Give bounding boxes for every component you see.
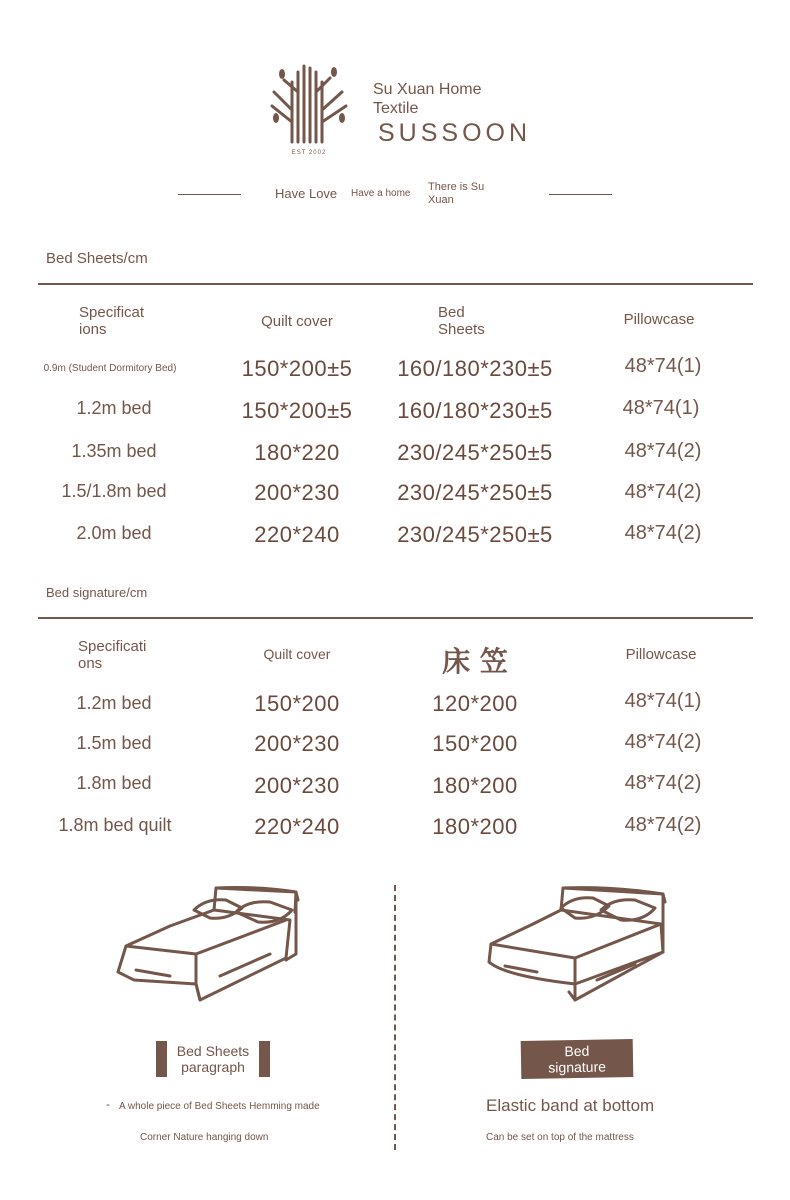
signature-header-quilt: Quilt cover xyxy=(263,646,331,662)
sheets-row-2-pillow: 48*74(1) xyxy=(622,397,700,419)
brand-est: EST 2002 xyxy=(291,150,327,156)
signature-row-3-quilt: 200*230 xyxy=(254,773,340,798)
slogan-2: Have a home xyxy=(351,188,411,199)
sheets-row-4-spec: 1.5/1.8m bed xyxy=(61,481,167,501)
left-caption-1: A whole piece of Bed Sheets Hemming made xyxy=(119,1101,320,1112)
brand-name: SUSSOON xyxy=(378,119,532,147)
sheets-row-3-spec: 1.35m bed xyxy=(71,441,157,461)
sheets-row-3-quilt: 180*220 xyxy=(254,440,340,465)
right-headline: Elastic band at bottom xyxy=(486,1096,655,1115)
signature-row-3-spec: 1.8m bed xyxy=(76,773,152,793)
fitted-sheet-bed-illustration xyxy=(485,880,670,1005)
brand-tagline: Su Xuan Home Textile xyxy=(373,81,482,117)
sheets-row-4-quilt: 200*230 xyxy=(254,480,340,505)
signature-header-pillow: Pillowcase xyxy=(625,646,697,663)
sheets-row-3-pillow: 48*74(2) xyxy=(624,440,702,462)
left-tag-label: Bed Sheets paragraph xyxy=(176,1043,250,1075)
signature-row-2-spec: 1.5m bed xyxy=(76,733,152,753)
sheets-title: Bed Sheets/cm xyxy=(46,250,148,267)
slogan-rule-left xyxy=(178,194,241,195)
sheets-row-1-quilt: 150*200±5 xyxy=(241,356,353,381)
signature-rule xyxy=(38,617,753,619)
right-tag-box xyxy=(521,1039,634,1079)
brand-logo-tree xyxy=(268,62,350,160)
sheets-header-pillow: Pillowcase xyxy=(623,311,695,328)
signature-row-3-pillow: 48*74(2) xyxy=(624,772,702,794)
sheets-header-sheets: Bed Sheets xyxy=(438,304,485,338)
sheets-row-2-sheets: 160/180*230±5 xyxy=(397,398,553,423)
sheets-row-1-spec: 0.9m (Student Dormitory Bed) xyxy=(43,363,177,374)
sheets-row-5-quilt: 220*240 xyxy=(254,522,340,547)
signature-row-3-fitted: 180*200 xyxy=(432,773,518,798)
sheets-rule xyxy=(38,283,753,285)
signature-row-4-pillow: 48*74(2) xyxy=(624,814,702,836)
slogan-1: Have Love xyxy=(275,186,338,201)
signature-header-fitted: 床 笠 xyxy=(442,645,508,678)
sheets-row-3-sheets: 230/245*250±5 xyxy=(397,440,553,465)
right-caption-1: Can be set on top of the mattress xyxy=(486,1132,634,1143)
panel-divider xyxy=(394,885,396,1150)
sheets-row-4-pillow: 48*74(2) xyxy=(624,481,702,503)
sheets-row-5-spec: 2.0m bed xyxy=(76,523,152,543)
signature-row-1-spec: 1.2m bed xyxy=(76,693,152,713)
sheets-row-5-pillow: 48*74(2) xyxy=(624,522,702,544)
slogan-rule-right xyxy=(549,194,612,195)
signature-row-1-quilt: 150*200 xyxy=(254,691,340,716)
slogan-3: There is Su Xuan xyxy=(428,181,485,206)
signature-row-4-quilt: 220*240 xyxy=(254,814,340,839)
sheets-row-4-sheets: 230/245*250±5 xyxy=(397,480,553,505)
sheets-row-1-pillow: 48*74(1) xyxy=(624,355,702,377)
left-tag-bar-left xyxy=(156,1041,167,1077)
flat-sheet-bed-illustration xyxy=(110,880,305,1005)
sheets-row-1-sheets: 160/180*230±5 xyxy=(397,356,553,381)
signature-row-2-pillow: 48*74(2) xyxy=(624,731,702,753)
signature-row-4-spec: 1.8m bed quilt xyxy=(58,815,172,835)
right-tag-label: Bed signature xyxy=(548,1042,607,1076)
signature-row-2-quilt: 200*230 xyxy=(254,731,340,756)
signature-row-4-fitted: 180*200 xyxy=(432,814,518,839)
sheets-row-2-spec: 1.2m bed xyxy=(76,398,152,418)
sheets-header-spec: Specificat ions xyxy=(79,304,145,338)
sheets-header-quilt: Quilt cover xyxy=(261,313,333,330)
sheets-row-5-sheets: 230/245*250±5 xyxy=(397,522,553,547)
signature-row-1-pillow: 48*74(1) xyxy=(624,690,702,712)
signature-header-spec: Specificati ons xyxy=(78,638,147,672)
left-bullet: - xyxy=(106,1097,110,1111)
left-caption-2: Corner Nature hanging down xyxy=(140,1132,269,1143)
signature-row-1-fitted: 120*200 xyxy=(432,691,518,716)
signature-title: Bed signature/cm xyxy=(46,585,148,600)
left-tag-bar-right xyxy=(259,1041,270,1077)
sheets-row-2-quilt: 150*200±5 xyxy=(241,398,353,423)
signature-row-2-fitted: 150*200 xyxy=(432,731,518,756)
